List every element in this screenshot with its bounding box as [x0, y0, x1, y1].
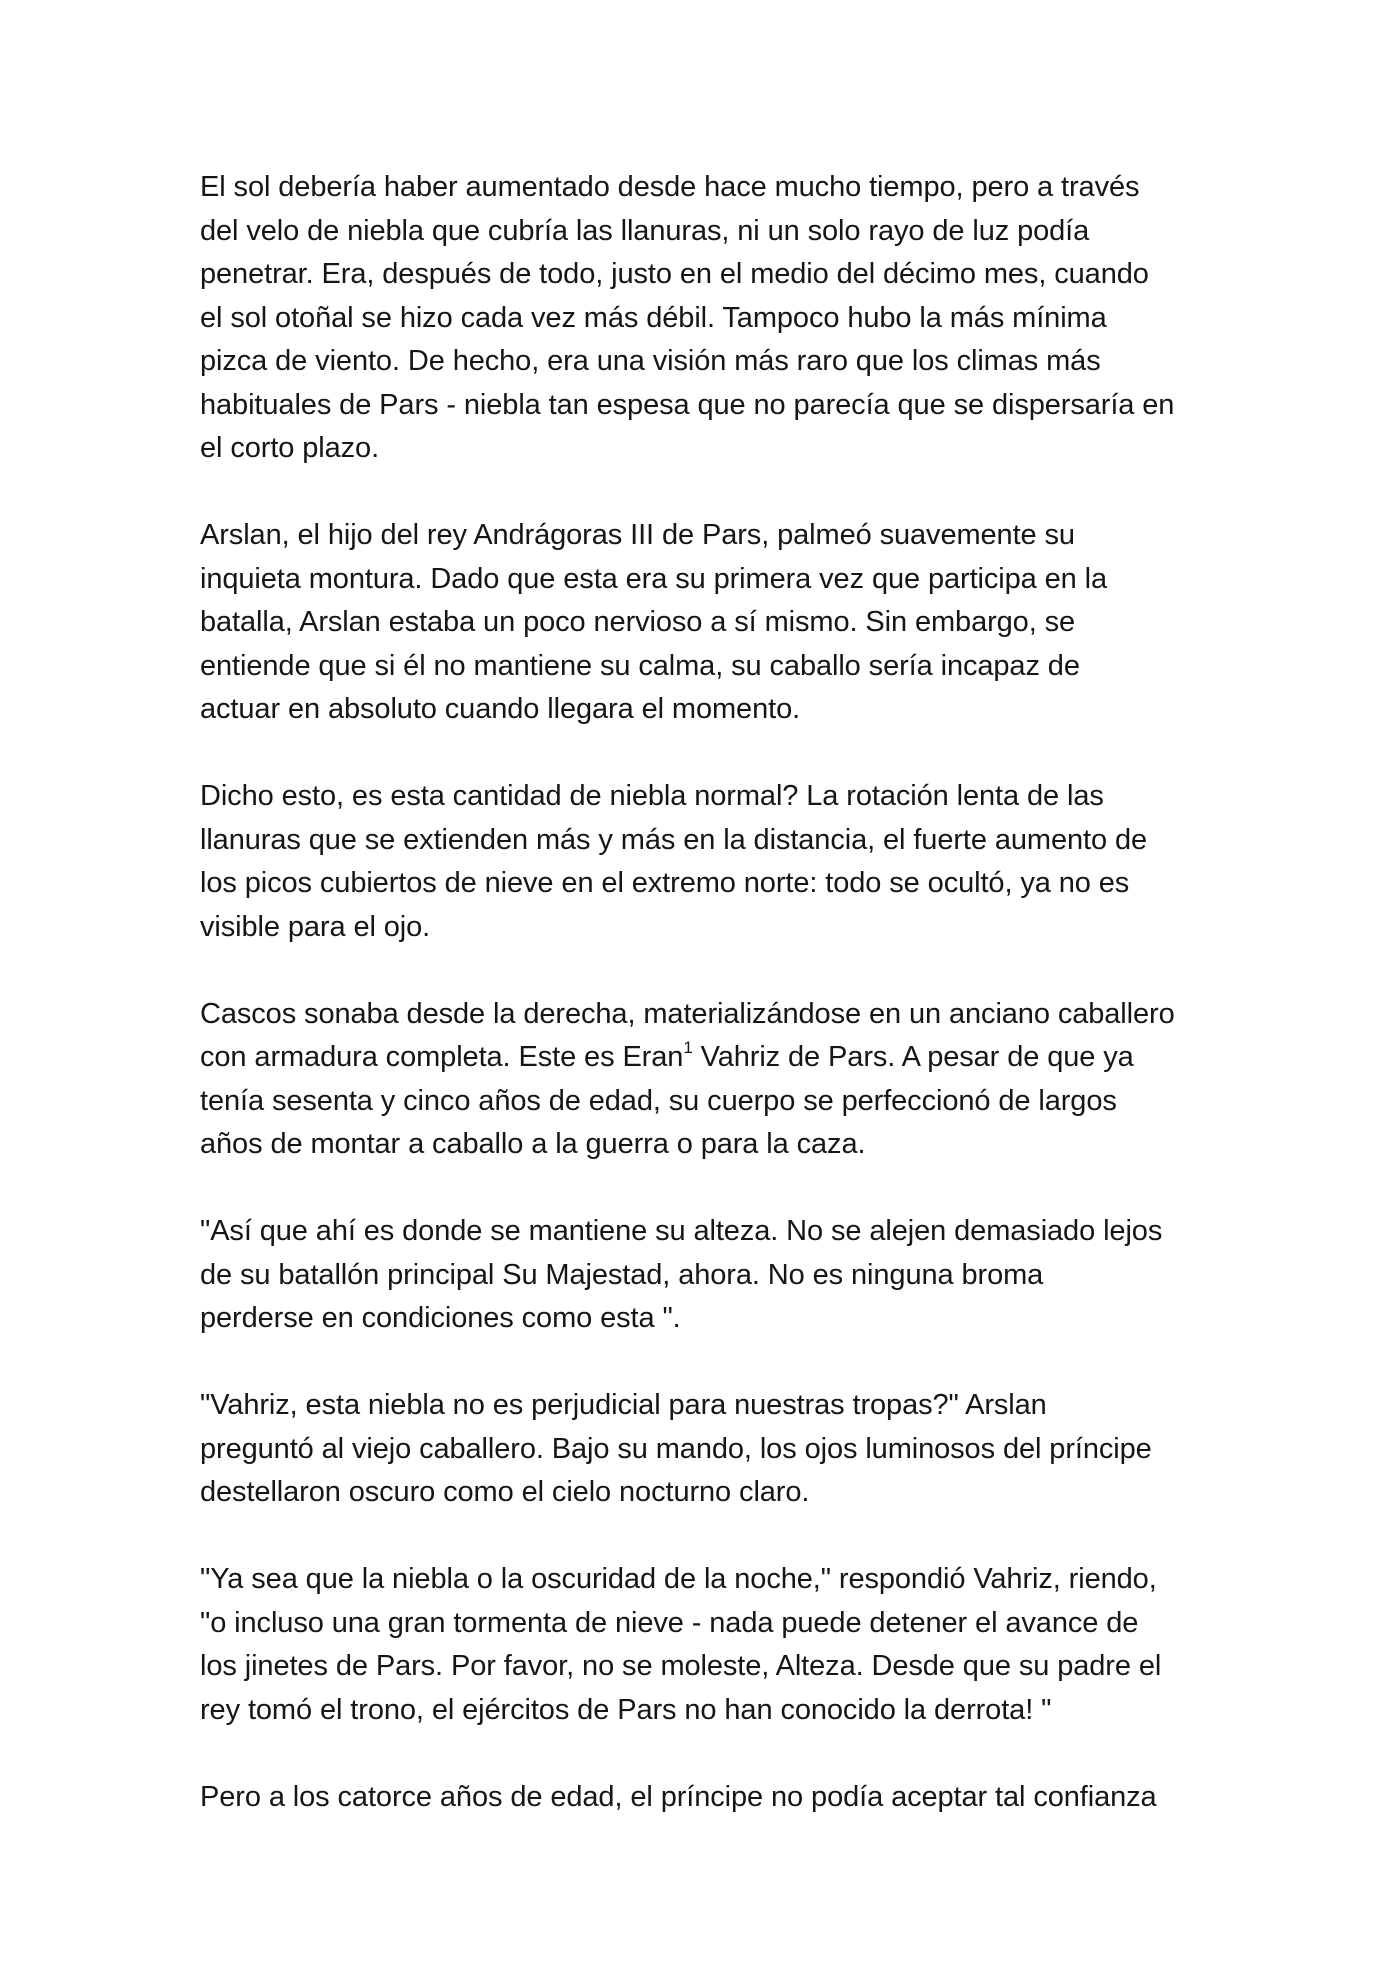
text-line: "o incluso una gran tormenta de nieve - nada puede detener el avance de	[200, 1606, 1139, 1639]
text-line: "Así que ahí es donde se mantiene su alteza. No se alejen demasiado lejos	[200, 1215, 1163, 1247]
text-line: "Ya sea que la niebla o la oscuridad de la noche," respondió Vahriz, riendo,	[200, 1563, 1157, 1595]
text-line: perderse en condiciones como esta ".	[200, 1302, 681, 1334]
text-line: El sol debería haber aumentado desde hace mucho tiempo, pero a través	[200, 171, 1140, 203]
text-line: preguntó al viejo caballero. Bajo su mando, los ojos luminosos del príncipe	[200, 1432, 1152, 1465]
text-line: el sol otoñal se hizo cada vez más débil. Tampoco hubo la más mínima	[200, 301, 1107, 334]
text-line: rey tomó el trono, el ejércitos de Pars no han conocido la derrota! "	[200, 1693, 1052, 1726]
text-line: llanuras que se extienden más y más en la distancia, el fuerte aumento de	[200, 823, 1148, 856]
text-segment: con armadura completa. Este es Eran	[200, 1041, 684, 1073]
paragraph-3	[200, 775, 1210, 949]
text-line: "Vahriz, esta niebla no es perjudicial para nuestras tropas?" Arslan	[200, 1389, 1047, 1421]
paragraph-gap	[200, 471, 1210, 515]
paragraph-8	[200, 1776, 1210, 1820]
text-line: Cascos sonaba desde la derecha, materializándose en un anciano caballero	[200, 997, 1175, 1030]
paragraph-2	[200, 514, 1210, 732]
paragraph-gap	[200, 1341, 1210, 1385]
text-line: Dicho esto, es esta cantidad de niebla normal? La rotación lenta de las	[200, 780, 1104, 812]
text-line: destellaron oscuro como el cielo nocturno claro.	[200, 1476, 810, 1508]
text-line: visible para el ojo.	[200, 910, 431, 943]
text-line: inquieta montura. Dado que esta era su primera vez que participa en la	[200, 562, 1108, 595]
footnote-marker: 1	[683, 1038, 693, 1058]
paragraph-7	[200, 1558, 1210, 1732]
text-line: pizca de viento. De hecho, era una visión más raro que los climas más	[200, 345, 1101, 377]
paragraph-4	[200, 993, 1210, 1167]
text-line: el corto plazo.	[200, 432, 380, 464]
paragraph-5	[200, 1210, 1210, 1341]
text-segment: Vahriz de Pars. A pesar de que ya	[692, 1041, 1134, 1073]
paragraph-gap	[200, 1167, 1210, 1211]
text-line: años de montar a caballo a la guerra o para la caza.	[200, 1128, 866, 1160]
text-line: del velo de niebla que cubría las llanuras, ni un solo rayo de luz podía	[200, 214, 1090, 247]
text-line: penetrar. Era, después de todo, justo en el medio del décimo mes, cuando	[200, 258, 1149, 290]
text-line: actuar en absoluto cuando llegara el momento.	[200, 693, 801, 725]
paragraph-gap	[200, 949, 1210, 993]
text-line: batalla, Arslan estaba un poco nervioso a sí mismo. Sin embargo, se	[200, 606, 1076, 638]
text-line: los jinetes de Pars. Por favor, no se moleste, Alteza. Desde que su padre el	[200, 1650, 1162, 1682]
paragraph-1	[200, 166, 1210, 471]
text-line: entiende que si él no mantiene su calma, su caballo sería incapaz de	[200, 649, 1080, 682]
text-line	[200, 1036, 1210, 1080]
text-line: tenía sesenta y cinco años de edad, su cuerpo se perfeccionó de largos	[200, 1084, 1117, 1117]
text-line: de su batallón principal Su Majestad, ahora. No es ninguna broma	[200, 1258, 1044, 1291]
text-line: Arslan, el hijo del rey Andrágoras III de Pars, palmeó suavemente su	[200, 519, 1075, 551]
paragraph-gap	[200, 732, 1210, 776]
paragraph-gap	[200, 1732, 1210, 1776]
text-line: Pero a los catorce años de edad, el príncipe no podía aceptar tal confianza	[200, 1780, 1157, 1813]
paragraph-6	[200, 1384, 1210, 1515]
paragraph-gap	[200, 1515, 1210, 1559]
text-line: habituales de Pars - niebla tan espesa que no parecía que se dispersaría en	[200, 388, 1175, 421]
text-line: los picos cubiertos de nieve en el extremo norte: todo se ocultó, ya no es	[200, 867, 1130, 899]
document-body	[200, 166, 1210, 1819]
